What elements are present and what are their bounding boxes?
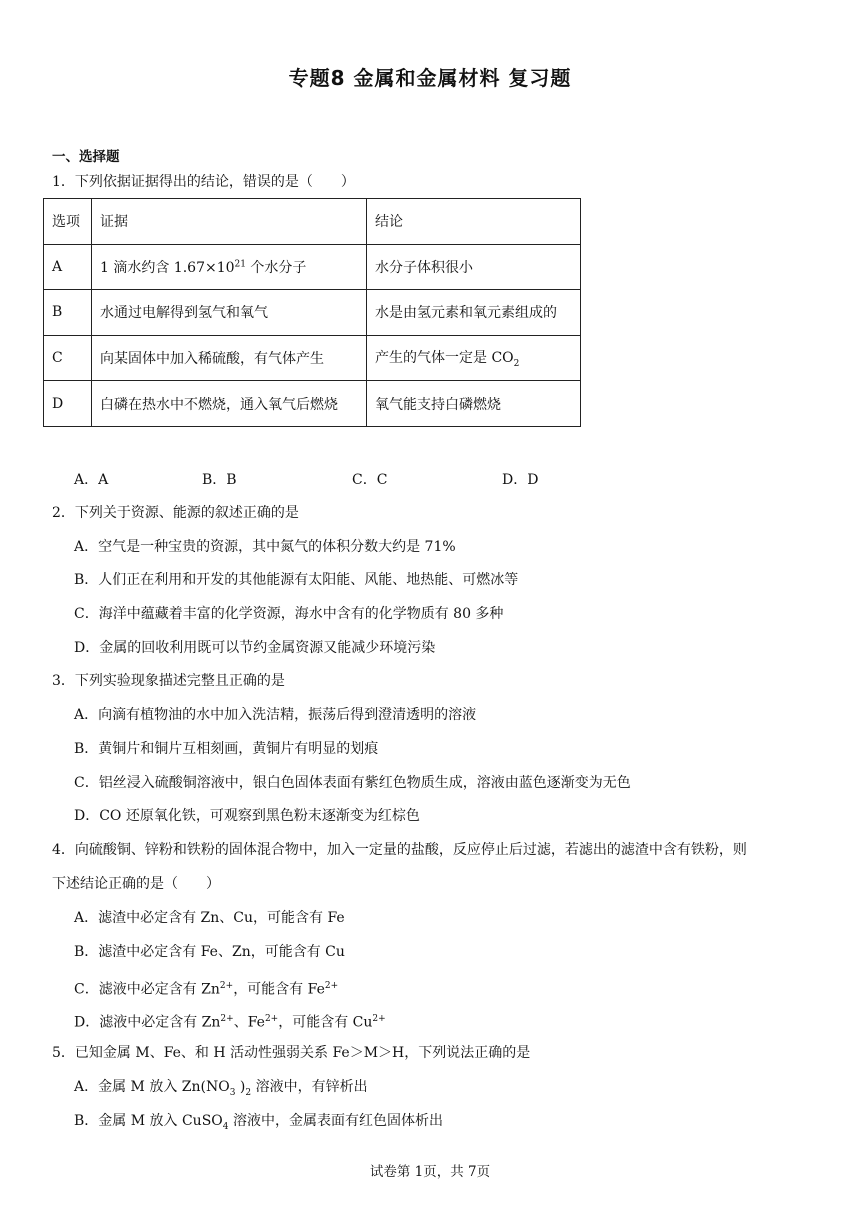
q5-option-a[interactable]: A．金属 M 放入 $Zn(NO_3$ )$_2$ 溶液中，有锌析出 [74,1079,368,1098]
table-row [44,381,581,427]
row-conclusion: 水是由氢元素和氧元素组成的 [367,290,581,336]
row-evidence: 1 滴水约含 $1.67\times 10^{21}$ 个水分子 [92,244,367,290]
question-4-stem-line-1: 4．向硫酸铜、锌粉和铁粉的固体混合物中，加入一定量的盐酸，反应停止后过滤，若滤出的滤渣中含有铁粉，则 [52,842,747,858]
question-2-stem: 2．下列关于资源、能源的叙述正确的是 [52,505,299,521]
q4-option-c[interactable]: C．滤液中必定含有 $Zn^{2+}$，可能含有 $Fe^{2+}$ [74,981,339,998]
question-5-stem: 5．已知金属 M、Fe、和 H 活动性强弱关系 Fe＞M＞H，下列说法正确的是 [52,1045,531,1061]
table-row [44,290,581,336]
q3-option-d[interactable]: D．CO 还原氧化铁，可观察到黑色粉末逐渐变为红棕色 [74,808,420,824]
question-4-stem-line-2: 下述结论正确的是（ ） [52,876,220,892]
q2-option-d[interactable]: D．金属的回收利用既可以节约金属资源又能减少环境污染 [74,640,436,656]
question-3-stem: 3．下列实验现象描述完整且正确的是 [52,673,285,689]
row-option: D [44,381,92,427]
table-header-row [44,199,581,245]
header-evidence: 证据 [92,199,367,245]
header-option: 选项 [44,199,92,245]
q5-option-b[interactable]: B．金属 M 放入 CuSO$_4$ 溶液中，金属表面有红色固体析出 [74,1113,443,1132]
q4-option-a[interactable]: A．滤渣中必定含有 Zn、Cu，可能含有 Fe [74,910,345,926]
page-title: 专题8 金属和金属材料 复习题 [288,66,572,90]
page-footer: 试卷第 1页，共 7页 [369,1164,491,1180]
row-conclusion: 产生的气体一定是 $CO_2$ [367,335,581,381]
q4-option-b[interactable]: B．滤渣中必定含有 Fe、Zn，可能含有 Cu [74,944,345,960]
section-heading: 一、选择题 [52,149,120,165]
row-option: B [44,290,92,336]
q1-option-c[interactable]: C．C [352,472,388,488]
question-1-stem: 1．下列依据证据得出的结论，错误的是（ ） [52,174,355,190]
q3-option-a[interactable]: A．向滴有植物油的水中加入洗洁精，振荡后得到澄清透明的溶液 [74,707,477,723]
q2-option-a[interactable]: A．空气是一种宝贵的资源，其中氮气的体积分数大约是 71% [74,539,456,555]
header-conclusion: 结论 [367,199,581,245]
q2-option-b[interactable]: B．人们正在利用和开发的其他能源有太阳能、风能、地热能、可燃冰等 [74,572,519,588]
table-row [44,244,581,290]
q1-option-a[interactable]: A．A [74,472,109,488]
row-option: A [44,244,92,290]
row-evidence: 向某固体中加入稀硫酸，有气体产生 [92,335,367,381]
row-evidence: 白磷在热水中不燃烧，通入氧气后燃烧 [92,381,367,427]
row-option: C [44,335,92,381]
q3-option-b[interactable]: B．黄铜片和铜片互相刻画，黄铜片有明显的划痕 [74,741,379,757]
row-conclusion: 水分子体积很小 [367,244,581,290]
row-evidence: 水通过电解得到氢气和氧气 [92,290,367,336]
q2-option-c[interactable]: C．海洋中蕴藏着丰富的化学资源，海水中含有的化学物质有 80 多种 [74,606,504,622]
row-conclusion: 氧气能支持白磷燃烧 [367,381,581,427]
evidence-table [43,198,581,427]
table-row [44,335,581,381]
q1-option-d[interactable]: D．D [502,472,539,488]
q4-option-d[interactable]: D．滤液中必定含有 $Zn^{2+}$、$Fe^{2+}$，可能含有 $Cu^{2+}$ [74,1014,386,1031]
q1-option-b[interactable]: B．B [202,472,237,488]
q3-option-c[interactable]: C．铝丝浸入硫酸铜溶液中，银白色固体表面有紫红色物质生成，溶液由蓝色逐渐变为无色 [74,775,631,791]
